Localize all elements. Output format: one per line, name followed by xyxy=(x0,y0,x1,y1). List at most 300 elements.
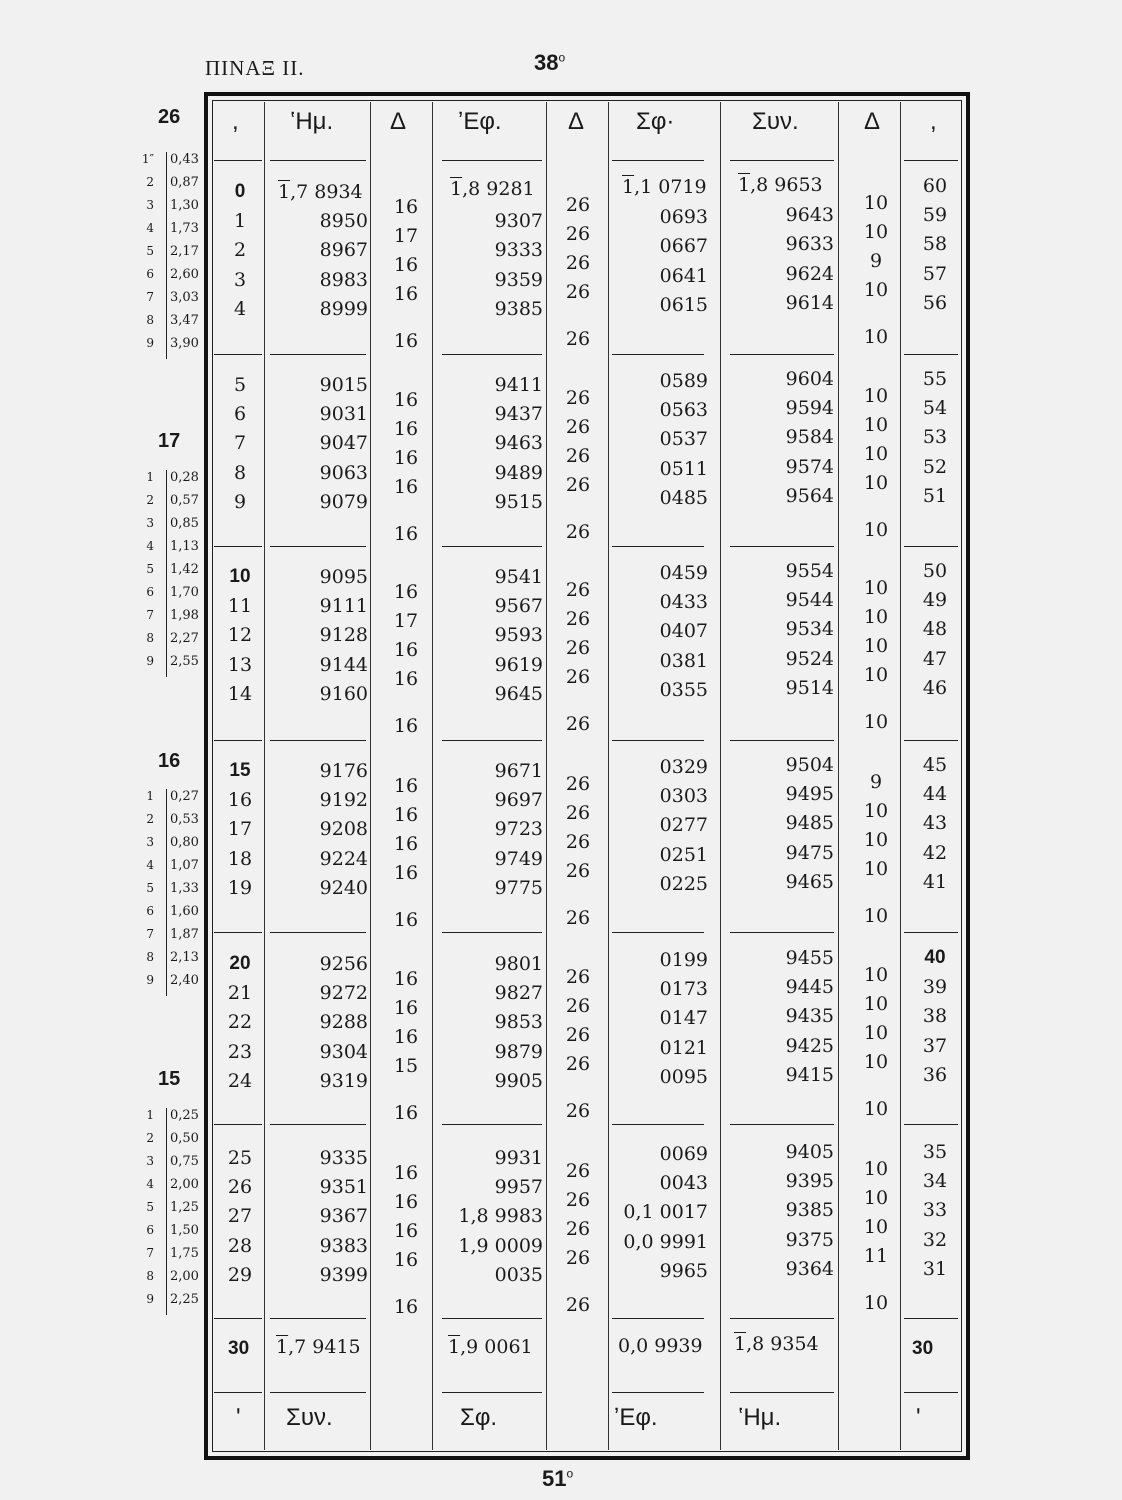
tangent-value: 9749 xyxy=(494,847,543,870)
minute-value: 10 xyxy=(229,566,251,587)
delta-sine: 16 xyxy=(393,580,419,603)
minute-right-value: 56 xyxy=(922,291,948,314)
delta-sine: 16 xyxy=(393,1249,419,1272)
group-separator xyxy=(270,932,366,933)
minute-value: 14 xyxy=(227,682,253,705)
sine-value: 9192 xyxy=(319,789,368,812)
sine-value: 9015 xyxy=(319,374,368,396)
cosine-value: 9455 xyxy=(785,947,834,969)
footer-separator xyxy=(730,1392,834,1393)
delta-cosine: 10 xyxy=(863,1098,889,1121)
delta-tangent: 26 xyxy=(565,1159,591,1182)
tangent-value: 9671 xyxy=(494,760,543,782)
minute-right-value: 41 xyxy=(922,870,948,893)
proportion-divider xyxy=(166,789,167,996)
delta-cosine: 10 xyxy=(863,1022,889,1044)
delta-tangent: 26 xyxy=(565,1024,591,1046)
delta-tangent: 26 xyxy=(565,1294,591,1317)
proportion-header: 15 xyxy=(158,1068,181,1090)
group-separator xyxy=(904,932,958,933)
sine-value: 9240 xyxy=(319,876,368,899)
cotangent-value: 0173 xyxy=(659,978,708,1001)
cosine-value: 9514 xyxy=(785,676,834,699)
proportion-value: 0,25 xyxy=(170,1108,199,1123)
group-separator xyxy=(730,1124,834,1125)
sine-value: 9176 xyxy=(319,760,368,782)
cosine-value: 9624 xyxy=(785,262,834,285)
cotangent-value: 0303 xyxy=(659,785,708,808)
cotangent-value: 0,1 0017 xyxy=(623,1201,708,1224)
proportion-index: 8 xyxy=(146,1269,154,1283)
cosine-value: 9364 xyxy=(785,1257,834,1280)
minute-value: 19 xyxy=(227,876,253,899)
delta-sine: 16 xyxy=(393,476,419,499)
proportion-index: 5 xyxy=(146,562,154,576)
cotangent-value: 0199 xyxy=(659,949,708,971)
minute-value: 6 xyxy=(233,403,247,426)
cosine-value: 9504 xyxy=(785,754,834,776)
proportion-index: 1 xyxy=(146,789,154,803)
proportion-value: 0,85 xyxy=(170,516,199,531)
tangent-value: 9619 xyxy=(494,653,543,676)
cotangent-value: 0589 xyxy=(659,370,708,392)
proportion-index: 4 xyxy=(146,539,154,553)
footer-separator xyxy=(904,1392,958,1393)
tangent-first-value: 1,8 9281 xyxy=(450,178,535,200)
minute-right-value: 58 xyxy=(922,233,948,256)
tangent-value: 9515 xyxy=(494,490,543,513)
delta-tangent: 26 xyxy=(565,713,591,736)
delta-cosine: 10 xyxy=(863,963,889,986)
last-row-minute: 30 xyxy=(228,1338,250,1359)
delta-sine: 16 xyxy=(393,1026,419,1048)
minute-value: 18 xyxy=(227,847,253,870)
proportion-index: 6 xyxy=(146,585,154,599)
cotangent-value: 0641 xyxy=(659,264,708,287)
footer-minutes: ʹ xyxy=(236,1404,241,1431)
delta-cosine: 10 xyxy=(863,1292,889,1315)
footer-cotangent: Σφ. xyxy=(460,1404,498,1431)
delta-tangent: 26 xyxy=(565,1100,591,1123)
cotangent-value: 0251 xyxy=(659,843,708,866)
footer-separator xyxy=(270,1392,366,1393)
delta-cosine: 10 xyxy=(863,472,889,495)
cosine-first-value: 1,8 9653 xyxy=(738,174,823,196)
proportion-index: 1″ xyxy=(141,152,154,166)
delta-cosine: 10 xyxy=(863,799,889,822)
cosine-value: 9643 xyxy=(785,204,834,227)
delta-tangent: 26 xyxy=(565,521,591,544)
minute-right-value: 51 xyxy=(922,484,948,507)
group-separator xyxy=(214,160,262,161)
minute-value: 17 xyxy=(227,818,253,841)
proportion-index: 8 xyxy=(146,950,154,964)
delta-cosine: 9 xyxy=(869,250,883,272)
delta-sine: 15 xyxy=(393,1055,419,1078)
minute-value: 28 xyxy=(227,1234,253,1257)
minute-value: 23 xyxy=(227,1040,253,1063)
proportion-value: 1,87 xyxy=(170,927,199,942)
group-separator xyxy=(270,740,366,741)
delta-tangent: 26 xyxy=(565,281,591,304)
proportion-index: 2 xyxy=(146,1131,154,1145)
minute-right-value: 42 xyxy=(922,841,948,864)
sine-value: 9224 xyxy=(319,847,368,870)
delta-tangent: 26 xyxy=(565,474,591,497)
sine-value: 8999 xyxy=(319,297,368,320)
cotangent-value: 0329 xyxy=(659,756,708,778)
delta-cosine: 10 xyxy=(863,605,889,628)
delta-tangent: 26 xyxy=(565,860,591,883)
cotangent-value: 0147 xyxy=(659,1007,708,1030)
proportion-index: 2 xyxy=(146,175,154,189)
proportion-value: 1,50 xyxy=(170,1223,199,1238)
minute-right-value: 54 xyxy=(922,397,948,420)
footer-minutes-right: ʹ xyxy=(916,1404,921,1431)
minute-value: 20 xyxy=(229,953,251,974)
proportion-value: 2,27 xyxy=(170,631,199,646)
footer-separator xyxy=(612,1392,704,1393)
column-divider xyxy=(838,102,839,1450)
delta-tangent: 26 xyxy=(565,831,591,853)
minute-value: 15 xyxy=(229,760,251,781)
delta-sine: 16 xyxy=(393,254,419,276)
cotangent-value: 0433 xyxy=(659,591,708,614)
tangent-value: 9905 xyxy=(494,1069,543,1092)
cotangent-value: 0,0 9991 xyxy=(623,1230,708,1253)
group-separator xyxy=(442,1318,542,1319)
delta-sine: 16 xyxy=(393,639,419,661)
minute-value: 11 xyxy=(227,595,253,618)
delta-tangent: 26 xyxy=(565,445,591,467)
tangent-value: 9359 xyxy=(494,268,543,291)
sine-value: 9095 xyxy=(319,566,368,588)
tangent-value: 9723 xyxy=(494,818,543,841)
proportion-index: 8 xyxy=(146,313,154,327)
cosine-value: 9485 xyxy=(785,812,834,835)
proportion-value: 0,27 xyxy=(170,789,199,804)
cosine-value: 9405 xyxy=(785,1141,834,1163)
group-separator xyxy=(904,1318,958,1319)
proportion-value: 1,25 xyxy=(170,1200,199,1215)
delta-tangent: 26 xyxy=(565,386,591,409)
delta-tangent: 26 xyxy=(565,1218,591,1240)
proportion-value: 2,55 xyxy=(170,654,199,669)
group-separator xyxy=(442,932,542,933)
proportion-index: 4 xyxy=(146,1177,154,1191)
delta-sine: 16 xyxy=(393,417,419,440)
minute-right-value: 50 xyxy=(922,560,948,582)
proportion-value: 1,07 xyxy=(170,858,199,873)
cotangent-value: 0459 xyxy=(659,562,708,584)
delta-tangent: 26 xyxy=(565,907,591,930)
delta-tangent: 26 xyxy=(565,801,591,824)
minute-value: 24 xyxy=(227,1069,253,1092)
proportion-index: 4 xyxy=(146,221,154,235)
proportion-index: 7 xyxy=(146,1246,154,1260)
minute-value: 9 xyxy=(233,490,247,513)
group-separator xyxy=(270,1124,366,1125)
proportion-divider xyxy=(166,470,167,677)
cosine-value: 9574 xyxy=(785,455,834,478)
tangent-value: 9593 xyxy=(494,624,543,647)
delta-cosine: 10 xyxy=(863,1186,889,1209)
tangent-value: 9645 xyxy=(494,682,543,705)
group-separator xyxy=(612,740,704,741)
tangent-value: 9385 xyxy=(494,297,543,320)
header-minutes: , xyxy=(232,108,239,135)
cotangent-value: 0095 xyxy=(659,1065,708,1088)
group-separator xyxy=(904,160,958,161)
cotangent-value: 0537 xyxy=(659,428,708,451)
tangent-value: 9463 xyxy=(494,432,543,455)
sine-value: 9335 xyxy=(319,1147,368,1169)
group-separator xyxy=(730,740,834,741)
cotangent-value: 0381 xyxy=(659,649,708,672)
proportion-value: 2,40 xyxy=(170,973,199,988)
minute-value: 29 xyxy=(227,1263,253,1286)
delta-cosine: 10 xyxy=(863,711,889,734)
footer-cosine: Συν. xyxy=(286,1404,333,1431)
delta-sine: 17 xyxy=(393,609,419,632)
proportion-index: 5 xyxy=(146,881,154,895)
proportion-index: 9 xyxy=(146,1292,154,1306)
minute-right-value: 55 xyxy=(922,368,948,390)
cotangent-value: 0693 xyxy=(659,206,708,229)
tangent-value: 0035 xyxy=(494,1263,543,1286)
group-separator xyxy=(730,932,834,933)
delta-sine: 17 xyxy=(393,224,419,247)
cotangent-value: 9965 xyxy=(659,1259,708,1282)
delta-cosine: 10 xyxy=(863,519,889,542)
tangent-value: 9801 xyxy=(494,953,543,975)
proportion-value: 1,33 xyxy=(170,881,199,896)
delta-sine: 16 xyxy=(393,330,419,353)
minute-value: 26 xyxy=(227,1176,253,1199)
delta-sine: 16 xyxy=(393,967,419,990)
proportion-value: 0,87 xyxy=(170,175,199,190)
top-degree-sign: o xyxy=(558,50,566,65)
group-separator xyxy=(270,546,366,547)
cotangent-value: 0355 xyxy=(659,678,708,701)
tangent-value: 1,9 0009 xyxy=(458,1234,543,1257)
header-minutes-right: , xyxy=(930,108,937,135)
delta-cosine: 10 xyxy=(863,858,889,881)
proportion-index: 9 xyxy=(146,654,154,668)
delta-tangent: 26 xyxy=(565,994,591,1017)
group-separator xyxy=(730,160,834,161)
delta-sine: 16 xyxy=(393,774,419,797)
minute-value: 0 xyxy=(234,181,246,202)
proportion-index: 2 xyxy=(146,493,154,507)
minute-right-value: 46 xyxy=(922,676,948,699)
minute-right-value: 38 xyxy=(922,1005,948,1028)
proportion-value: 2,60 xyxy=(170,267,199,282)
proportion-index: 6 xyxy=(146,904,154,918)
sine-value: 9383 xyxy=(319,1234,368,1257)
minute-right-value: 31 xyxy=(922,1257,948,1280)
bottom-degree-value: 51 xyxy=(542,1466,567,1491)
sine-last-value: 1,7 9415 xyxy=(276,1336,361,1358)
footer-tangent: ʼΕφ. xyxy=(614,1404,658,1431)
group-separator xyxy=(904,1124,958,1125)
sine-value: 9288 xyxy=(319,1011,368,1034)
delta-sine: 16 xyxy=(393,1102,419,1125)
cosine-value: 9385 xyxy=(785,1199,834,1222)
delta-sine: 16 xyxy=(393,1296,419,1319)
delta-cosine: 10 xyxy=(863,1216,889,1238)
proportion-value: 1,60 xyxy=(170,904,199,919)
minute-value: 7 xyxy=(233,432,247,455)
tangent-last-value: 1,9 0061 xyxy=(448,1336,533,1358)
cosine-value: 9475 xyxy=(785,841,834,864)
cotangent-last-value: 0,0 9939 xyxy=(618,1335,703,1357)
proportion-value: 2,13 xyxy=(170,950,199,965)
minute-right-value: 32 xyxy=(922,1228,948,1251)
minute-right-value: 60 xyxy=(922,175,948,197)
proportion-value: 2,00 xyxy=(170,1177,199,1192)
group-separator xyxy=(730,354,834,355)
proportion-index: 3 xyxy=(146,516,154,530)
group-separator xyxy=(214,1318,262,1319)
proportion-index: 4 xyxy=(146,858,154,872)
tangent-value: 9437 xyxy=(494,403,543,426)
cotangent-value: 0277 xyxy=(659,814,708,837)
group-separator xyxy=(442,354,542,355)
group-separator xyxy=(442,740,542,741)
delta-sine: 16 xyxy=(393,523,419,546)
minute-right-value: 37 xyxy=(922,1034,948,1057)
tangent-value: 9489 xyxy=(494,461,543,484)
minute-value: 2 xyxy=(233,239,247,262)
delta-sine: 16 xyxy=(393,283,419,306)
group-separator xyxy=(904,546,958,547)
delta-cosine: 10 xyxy=(863,279,889,302)
minute-right-value: 52 xyxy=(922,455,948,478)
minute-value: 4 xyxy=(233,297,247,320)
minute-value: 13 xyxy=(227,653,253,676)
proportion-index: 1 xyxy=(146,470,154,484)
minute-value: 25 xyxy=(227,1147,253,1169)
tangent-value: 9567 xyxy=(494,595,543,618)
tangent-value: 9697 xyxy=(494,789,543,812)
cosine-value: 9633 xyxy=(785,233,834,256)
minute-right-value: 43 xyxy=(922,812,948,835)
cosine-value: 9564 xyxy=(785,484,834,507)
proportion-index: 7 xyxy=(146,927,154,941)
delta-tangent: 26 xyxy=(565,607,591,630)
cosine-value: 9584 xyxy=(785,426,834,449)
delta-tangent: 26 xyxy=(565,1188,591,1211)
proportion-index: 6 xyxy=(146,1223,154,1237)
minute-right-value: 40 xyxy=(924,947,946,968)
column-divider xyxy=(900,102,901,1450)
cotangent-value: 0043 xyxy=(659,1172,708,1195)
delta-sine: 16 xyxy=(393,195,419,218)
proportion-value: 0,53 xyxy=(170,812,199,827)
group-separator xyxy=(442,546,542,547)
delta-sine: 16 xyxy=(393,715,419,738)
group-separator xyxy=(612,1124,704,1125)
column-divider xyxy=(370,102,371,1450)
proportion-value: 1,70 xyxy=(170,585,199,600)
delta-cosine: 10 xyxy=(863,576,889,599)
minute-right-value: 53 xyxy=(922,426,948,449)
delta-cosine: 9 xyxy=(869,770,883,793)
proportion-value: 0,80 xyxy=(170,835,199,850)
delta-tangent: 26 xyxy=(565,772,591,795)
header-delta-tangent: Δ xyxy=(568,108,585,135)
minute-value: 12 xyxy=(227,624,253,647)
cosine-last-value: 1,8 9354 xyxy=(734,1333,819,1355)
group-separator xyxy=(214,932,262,933)
cotangent-value: 0069 xyxy=(659,1143,708,1165)
group-separator xyxy=(612,160,704,161)
proportion-value: 1,73 xyxy=(170,221,199,236)
delta-tangent: 26 xyxy=(565,1247,591,1270)
minute-right-value: 36 xyxy=(922,1063,948,1086)
minute-right-value: 49 xyxy=(922,589,948,612)
delta-tangent: 26 xyxy=(565,252,591,274)
delta-sine: 16 xyxy=(393,996,419,1019)
sine-value: 9128 xyxy=(319,624,368,647)
tangent-value: 9957 xyxy=(494,1176,543,1199)
cotangent-first-value: 1,1 0719 xyxy=(622,176,707,198)
top-degree-value: 38 xyxy=(534,50,559,75)
column-divider xyxy=(720,102,721,1450)
cotangent-value: 0225 xyxy=(659,872,708,895)
minute-value: 27 xyxy=(227,1205,253,1228)
header-delta-cosine: Δ xyxy=(864,108,881,135)
minute-right-value: 59 xyxy=(922,204,948,227)
group-separator xyxy=(270,354,366,355)
proportion-divider xyxy=(166,152,167,359)
bottom-degree-sign: o xyxy=(566,1466,574,1481)
minute-value: 3 xyxy=(233,268,247,291)
cosine-value: 9395 xyxy=(785,1170,834,1193)
delta-sine: 16 xyxy=(393,862,419,885)
sine-value: 9047 xyxy=(319,432,368,455)
minute-value: 16 xyxy=(227,789,253,812)
sine-value: 9063 xyxy=(319,461,368,484)
tangent-value: 1,8 9983 xyxy=(458,1205,543,1228)
delta-sine: 16 xyxy=(393,388,419,411)
delta-tangent: 26 xyxy=(565,1053,591,1076)
sine-value: 9399 xyxy=(319,1263,368,1286)
header-cosine: Συν. xyxy=(752,108,799,135)
proportion-divider xyxy=(166,1108,167,1315)
cotangent-value: 0485 xyxy=(659,486,708,509)
delta-tangent: 26 xyxy=(565,578,591,601)
proportion-index: 1 xyxy=(146,1108,154,1122)
delta-cosine: 10 xyxy=(863,905,889,928)
proportion-value: 0,75 xyxy=(170,1154,199,1169)
minute-right-value: 39 xyxy=(922,976,948,999)
group-separator xyxy=(270,1318,366,1319)
cosine-value: 9375 xyxy=(785,1228,834,1251)
minute-right-value: 57 xyxy=(922,262,948,285)
cosine-value: 9554 xyxy=(785,560,834,582)
sine-value: 9111 xyxy=(319,595,368,618)
delta-cosine: 11 xyxy=(863,1245,889,1268)
delta-cosine: 10 xyxy=(863,829,889,851)
sine-value: 9160 xyxy=(319,682,368,705)
group-separator xyxy=(904,740,958,741)
proportion-value: 1,75 xyxy=(170,1246,199,1261)
proportion-value: 1,13 xyxy=(170,539,199,554)
footer-sine: ʽΗμ. xyxy=(738,1404,782,1431)
cosine-value: 9425 xyxy=(785,1034,834,1057)
